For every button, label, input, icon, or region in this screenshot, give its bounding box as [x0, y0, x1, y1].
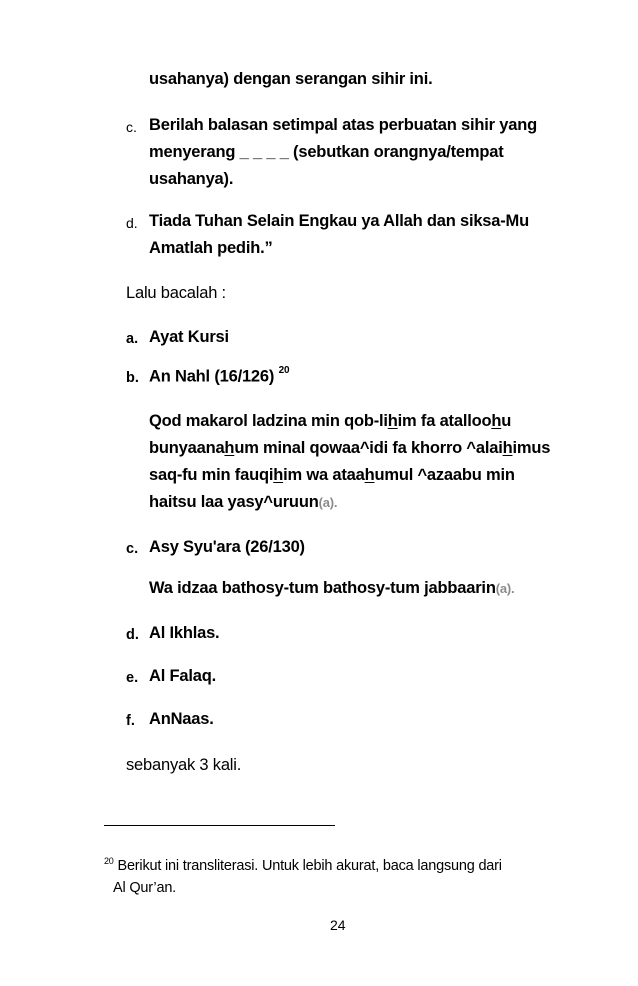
- footnote-divider: [104, 825, 335, 826]
- surah-marker-c: c.: [126, 541, 139, 557]
- an-nahl-line-2: bunyaanahum minal qowaa^idi fa khorro ^alaihimus: [149, 439, 551, 457]
- an-nahl-line-1: Qod makarol ladzina min qob-lihim fa atalloohu: [149, 412, 512, 430]
- surah-title-al-falaq: Al Falaq.: [149, 667, 216, 685]
- read-instruction: Lalu bacalah :: [126, 284, 226, 302]
- surah-marker-a: a.: [126, 331, 139, 347]
- asy-syuara-note: (a).: [495, 581, 515, 596]
- surah-title-an-nahl: [149, 367, 289, 387]
- prayer-d-line-1: Tiada Tuhan Selain Engkau ya Allah dan siksa-Mu: [149, 212, 529, 230]
- surah-marker-e: e.: [126, 670, 139, 686]
- surah-marker-b: b.: [126, 370, 139, 386]
- footnote-number: 20: [104, 856, 114, 866]
- intro-line: usahanya) dengan serangan sihir ini.: [149, 70, 433, 88]
- surah-title-annaas: AnNaas.: [149, 710, 214, 728]
- prayer-c-line-3: usahanya).: [149, 170, 234, 188]
- prayer-c-line-2: menyerang _ _ _ _ (sebutkan orangnya/tempat: [149, 143, 504, 161]
- surah-title-an-nahl-text: An Nahl (16/126): [149, 367, 275, 386]
- an-nahl-line-4: haitsu laa yasy^uruun(a).: [149, 493, 338, 511]
- footnote-ref: 20: [278, 365, 290, 376]
- surah-title-ayat-kursi: Ayat Kursi: [149, 328, 229, 346]
- surah-title-asy-syuara: Asy Syu'ara (26/130): [149, 538, 305, 556]
- surah-marker-f: f.: [126, 713, 135, 729]
- page-number: 24: [330, 917, 346, 933]
- surah-marker-d: d.: [126, 627, 139, 643]
- prayer-d-line-2: Amatlah pedih.”: [149, 239, 273, 257]
- repeat-note: sebanyak 3 kali.: [126, 756, 242, 774]
- asy-syuara-line: Wa idzaa bathosy-tum bathosy-tum jabbaarin(a).: [149, 579, 515, 597]
- prayer-marker-d: d.: [126, 215, 138, 231]
- prayer-marker-c: c.: [126, 119, 137, 135]
- an-nahl-note: (a).: [318, 495, 338, 510]
- an-nahl-line-3: saq-fu min fauqihim wa ataahumul ^azaabu min: [149, 466, 515, 484]
- footnote-line-2: Al Qur’an.: [113, 880, 177, 896]
- surah-title-al-ikhlas: Al Ikhlas.: [149, 624, 220, 642]
- footnote-line-1: $^{20}$ Berikut ini transliterasi. Untuk lebih akurat, baca langsung dari: [104, 856, 502, 874]
- prayer-c-line-1: Berilah balasan setimpal atas perbuatan sihir yang: [149, 116, 537, 134]
